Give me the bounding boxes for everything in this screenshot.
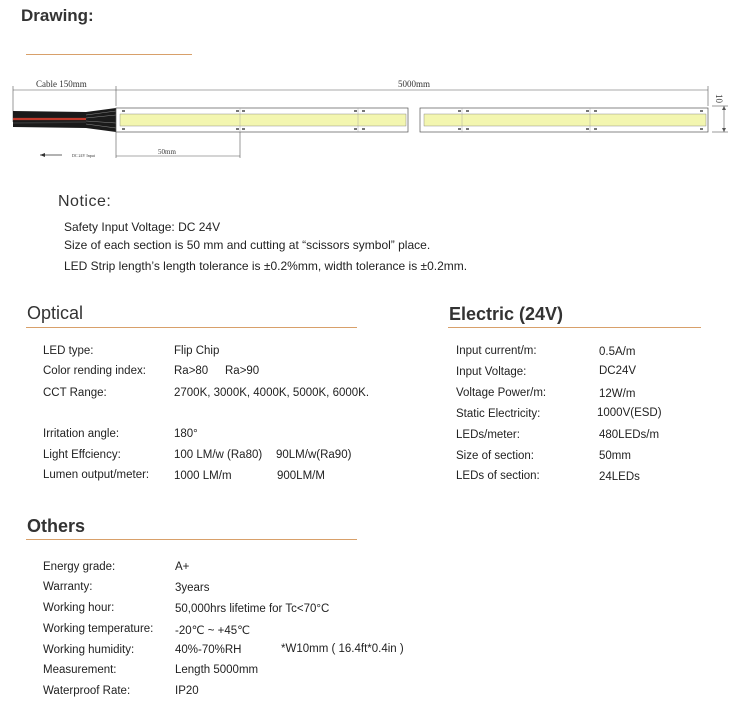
optical-value-cri-90: Ra>90 <box>225 365 260 377</box>
others-value-waterproof: IP20 <box>175 685 199 697</box>
others-value-working-hour: 50,000hrs lifetime for Tc<70°C <box>175 603 330 615</box>
others-value-temperature: -20℃ ~ +45℃ <box>175 625 251 637</box>
optical-label-cri: Color rending index: <box>43 365 146 377</box>
others-value-measurement: Length 5000mm <box>175 664 259 676</box>
optical-value-angle: 180° <box>174 428 198 440</box>
optical-value-efficiency-ra90: 90LM/w(Ra90) <box>276 449 352 461</box>
optical-value-cri-80: Ra>80 <box>174 365 209 377</box>
others-label-energy: Energy grade: <box>43 561 116 573</box>
others-value-warranty: 3years <box>175 582 210 594</box>
electric-value-voltage: DC24V <box>599 365 637 377</box>
electric-label-voltage: Input Voltage: <box>456 366 527 378</box>
others-label-measurement: Measurement: <box>43 664 117 676</box>
optical-label-cct: CCT Range: <box>43 387 107 399</box>
others-title: Others <box>27 516 86 536</box>
electric-label-leds-section: LEDs of section: <box>456 470 540 482</box>
input-label: DC 24V Input <box>72 153 95 158</box>
electric-title-underline <box>448 327 701 328</box>
others-value-energy: A+ <box>175 561 190 573</box>
cable-length-label: Cable 150mm <box>36 79 87 89</box>
strip-length-label: 5000mm <box>398 79 431 89</box>
others-label-temperature: Working temperature: <box>43 623 154 635</box>
electric-label-current: Input current/m: <box>456 345 537 357</box>
notice-title: Notice: <box>58 193 112 210</box>
others-title-underline <box>26 539 357 540</box>
electric-label-section-size: Size of section: <box>456 450 534 462</box>
optical-title: Optical <box>27 303 84 323</box>
led-strip-technical-drawing <box>0 70 731 170</box>
notice-line-tolerance: LED Strip length’s length tolerance is ±0.2%mm, width tolerance is ±0.2mm. <box>64 259 468 273</box>
optical-value-led-type: Flip Chip <box>174 345 220 357</box>
section-length-label: 50mm <box>158 148 176 156</box>
strip-led-band-left <box>120 114 406 126</box>
notice-line-voltage: Safety Input Voltage: DC 24V <box>64 220 221 234</box>
others-label-humidity: Working humidity: <box>43 644 135 656</box>
height-label: 10 <box>714 94 724 103</box>
electric-value-current: 0.5A/m <box>599 346 636 358</box>
drawing-title: Drawing: <box>21 6 94 25</box>
optical-value-cct: 2700K, 3000K, 4000K, 5000K, 6000K. <box>174 387 370 399</box>
electric-value-static: 1000V(ESD) <box>597 407 662 419</box>
strip-led-band-right <box>424 114 706 126</box>
optical-title-underline <box>26 327 357 328</box>
electric-title: Electric (24V) <box>449 304 564 324</box>
electric-label-static: Static Electricity: <box>456 408 541 420</box>
electric-value-section-size: 50mm <box>599 450 631 462</box>
electric-value-power: 12W/m <box>599 388 636 400</box>
drawing-title-underline <box>26 54 192 55</box>
optical-label-lumen: Lumen output/meter: <box>43 469 150 481</box>
optical-value-efficiency-ra80: 100 LM/w (Ra80) <box>174 449 263 461</box>
optical-value-lumen-ra80: 1000 LM/m <box>174 470 232 482</box>
optical-label-efficiency: Light Effciency: <box>43 449 121 461</box>
electric-label-leds-meter: LEDs/meter: <box>456 429 520 441</box>
others-label-warranty: Warranty: <box>43 581 93 593</box>
notice-line-section: Size of each section is 50 mm and cutting at “scissors symbol” place. <box>64 238 431 252</box>
others-label-working-hour: Working hour: <box>43 602 115 614</box>
others-label-waterproof: Waterproof Rate: <box>43 685 131 697</box>
electric-value-leds-meter: 480LEDs/m <box>599 429 660 441</box>
electric-value-leds-section: 24LEDs <box>599 471 640 483</box>
optical-label-angle: Irritation angle: <box>43 428 120 440</box>
electric-label-power: Voltage Power/m: <box>456 387 547 399</box>
others-value-humidity: 40%-70%RH <box>175 644 242 656</box>
optical-label-led-type: LED type: <box>43 345 94 357</box>
others-value-dimensions: *W10mm ( 16.4ft*0.4in ) <box>281 643 404 655</box>
optical-value-lumen-ra90: 900LM/M <box>277 470 325 482</box>
